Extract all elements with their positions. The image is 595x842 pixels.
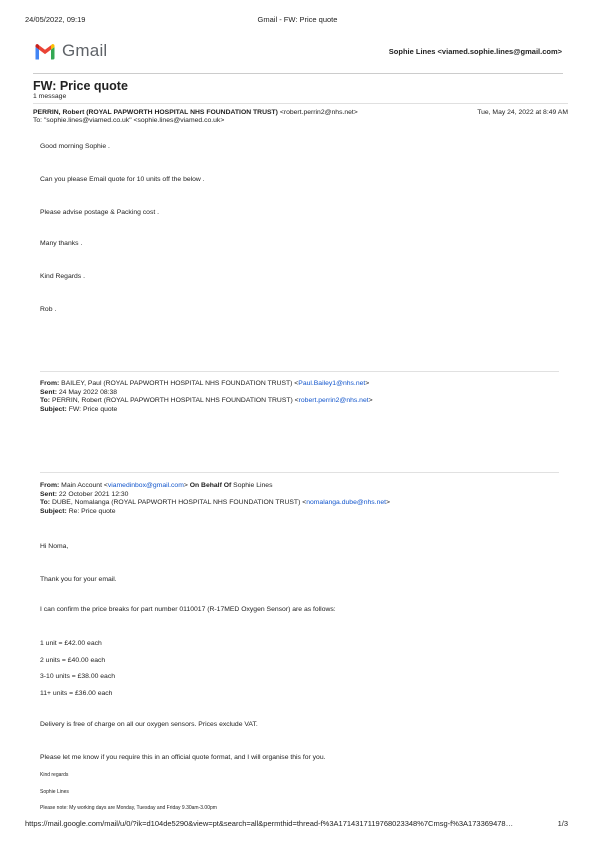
print-datetime: 24/05/2022, 09:19 — [25, 15, 86, 24]
forward1-header — [40, 380, 373, 414]
forward2-to: To: DUBE, Nomalanga (ROYAL PAPWORTH HOSPITAL NHS FOUNDATION TRUST) <nomalanga.dube@nhs.net> — [40, 499, 391, 507]
print-url: https://mail.google.com/mail/u/0/?ik=d104de5290&view=pt&search=all&permthid=thread-f%3A1714317119768023348%7Cmsg-f%3A173369478… — [25, 819, 514, 828]
reply-thanks: Thank you for your email. — [40, 576, 117, 583]
print-title: Gmail - FW: Price quote — [257, 15, 338, 24]
thread-subject: FW: Price quote — [33, 79, 128, 93]
body-line: Can you please Email quote for 10 units off the below . — [40, 176, 205, 183]
body-line: Rob . — [40, 306, 57, 313]
recipient-line: To: "sophie.lines@viamed.co.uk" <sophie.lines@viamed.co.uk> — [33, 117, 225, 124]
price-line: 3-10 units = £38.00 each — [40, 673, 116, 680]
forward2-from: From: Main Account <viamedinbox@gmail.com> On Behalf Of Sophie Lines — [40, 482, 273, 489]
gmail-m-icon — [34, 43, 56, 60]
forward2-to-email[interactable]: nomalanga.dube@nhs.net — [306, 499, 387, 507]
body-line: Please advise postage & Packing cost . — [40, 209, 160, 216]
message-date: Tue, May 24, 2022 at 8:49 AM — [477, 109, 568, 116]
forward1-from-email[interactable]: Paul.Bailey1@nhs.net — [298, 380, 366, 387]
forward-divider — [40, 371, 559, 372]
sender-line — [33, 109, 358, 116]
price-line: 2 units = £40.00 each — [40, 657, 106, 664]
sender-email[interactable]: <robert.perrin2@nhs.net> — [279, 109, 358, 116]
reply-kind-regards: Kind regards — [40, 772, 69, 778]
forward1-to-email[interactable]: robert.perrin2@nhs.net — [298, 397, 369, 405]
gmail-logo[interactable] — [34, 40, 107, 62]
reply-greeting: Hi Noma, — [40, 543, 69, 550]
price-line: 11+ units = £36.00 each — [40, 690, 113, 697]
reply-delivery: Delivery is free of charge on all our oxygen sensors. Prices exclude VAT. — [40, 721, 258, 728]
price-line: 1 unit = £42.00 each — [40, 640, 102, 647]
forward1-to: To: PERRIN, Robert (ROYAL PAPWORTH HOSPITAL NHS FOUNDATION TRUST) <robert.perrin2@nhs.net> — [40, 397, 373, 405]
account-label: Sophie Lines <viamed.sophie.lines@gmail.com> — [388, 47, 562, 56]
reply-working-days-note: Please note: My working days are Monday, Tuesday and Friday 9.30am-3.00pm — [40, 805, 217, 811]
forward-divider — [40, 472, 559, 473]
forward1-from: From: BAILEY, Paul (ROYAL PAPWORTH HOSPITAL NHS FOUNDATION TRUST) <Paul.Bailey1@nhs.net> — [40, 380, 370, 387]
reply-official: Please let me know if you require this in an official quote format, and I will organise this for you. — [40, 754, 326, 761]
header-divider — [33, 73, 563, 74]
sender-name: PERRIN, Robert (ROYAL PAPWORTH HOSPITAL NHS FOUNDATION TRUST) — [33, 109, 278, 116]
subject-divider — [33, 103, 568, 104]
forward2-subject: Subject: Re: Price quote — [40, 507, 116, 515]
body-line: Good morning Sophie . — [40, 143, 110, 150]
reply-confirm: I can confirm the price breaks for part number 0110017 (R-17MED Oxygen Sensor) are as follows: — [40, 606, 336, 613]
forward1-subject: Subject: FW: Price quote — [40, 405, 118, 413]
message-count: 1 message — [33, 93, 67, 100]
forward1-sent: Sent: 24 May 2022 08:38 — [40, 388, 118, 396]
print-page-number: 1/3 — [557, 819, 568, 828]
gmail-wordmark: Gmail — [62, 41, 108, 60]
forward2-sent: Sent: 22 October 2021 12:30 — [40, 490, 129, 498]
body-line: Kind Regards . — [40, 273, 85, 280]
forward2-header — [40, 482, 390, 516]
forward2-from-email[interactable]: viamedinbox@gmail.com — [107, 482, 184, 489]
body-line: Many thanks . — [40, 240, 83, 247]
reply-signature-name: Sophie Lines — [40, 789, 69, 795]
